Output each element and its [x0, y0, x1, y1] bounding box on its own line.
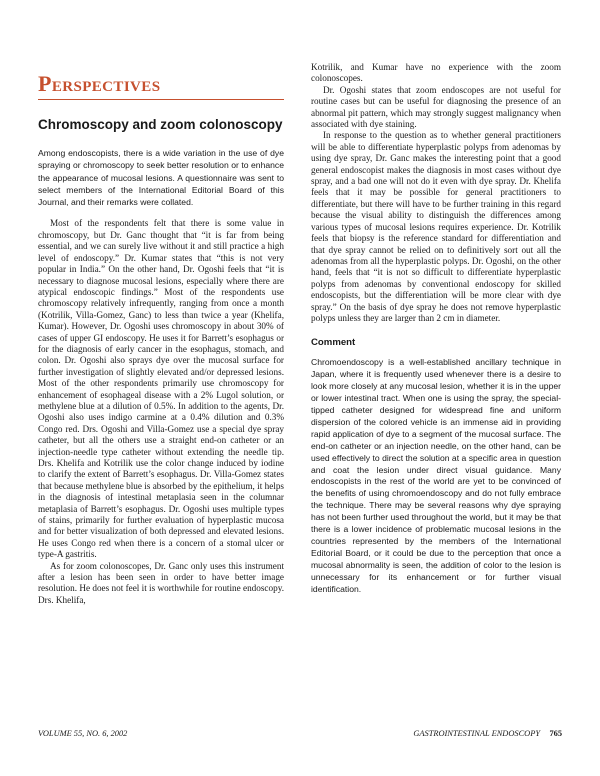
comment-paragraph: Chromoendoscopy is a well-established ancillary technique in Japan, where it is frequently used whenever there is a desire to look more closely at any mucosal lesion, whether it is in the upper or lower intestinal tract. When one is using the spray, the special-tipped catheter designed for widespread fine and uniform dispersion of the colored vehicle is an immense aid in providing rapid application of dye to a segment of the mucosal surface. The end-on catheter or an injection needle, on the other hand, can be used effectively to direct the solution at a specific area in question and coat the lesion under direct visual guidance. Many endoscopists in the rest of the world are yet to be convinced of the benefits of using chromoendoscopy and do not fully embrace the technique. There may be several reasons why dye spraying has not been further used throughout the world, but it may be that there is a lower incidence of problematic mucosal lesions in the countries represented by the members of the International Editorial Board, or it could be due to the perception that once a mucosal abnormality is seen, the addition of color to the lesion is unnecessary for its enhancement or for further visual identification.	[311, 357, 561, 594]
left-column	[38, 72, 284, 606]
body-paragraph: Kotrilik, and Kumar have no experience with the zoom colonoscopes.	[311, 62, 561, 84]
body-paragraph: As for zoom colonoscopes, Dr. Ganc only uses this instrument after a lesion has been seen in order to have better image resolution. He does not feel it is worthwhile for routine endoscopy. Drs. Khelifa,	[38, 560, 284, 605]
body-paragraph: Dr. Ogoshi states that zoom endoscopes are not useful for routine cases but can be useful for diagnosing the presence of an abnormal pit pattern, which may strongly suggest malignancy when associated with dye staining.	[311, 84, 561, 130]
page-number: 765	[549, 729, 562, 738]
footer-volume: VOLUME 55, NO. 6, 2002	[38, 729, 128, 738]
comment-heading: Comment	[311, 337, 356, 349]
body-paragraph: In response to the question as to whether general practitioners will be able to differentiate hyperplastic polyps from adenomas by using dye spray, Dr. Ganc makes the interesting point that a good general endoscopist makes the diagnosis in most cases without dye spray, and a bad one will not do it even with dye spray. Dr. Khelifa feels that it may be possible for general practitioners to differentiate, but there will have to be further training in this regard because the visual ability to distinguish the differences among various types of mucosal lesions requires experience. Dr. Kotrilik feels that biopsy is the reference standard for differentiation and that dye spray cannot be relied on to definitively sort out all the adenomas from all the hyperplastic polyps. Dr. Ogoshi, on the other hand, feels that “it is not so difficult to differentiate hyperplastic polyps from adenomas by conventional endoscopy for skilled endoscopists, but the differentiation will be more clear with dye spray.” On the basis of dye spray he does not remove hyperplastic polyps unless they are larger than 2 cm in diameter.	[311, 130, 561, 323]
right-column	[311, 62, 561, 595]
page-footer	[38, 728, 562, 742]
footer-journal-name: GASTROINTESTINAL ENDOSCOPY	[413, 729, 540, 738]
abstract: Among endoscopists, there is a wide variation in the use of dye spraying or chromoscopy to seek better resolution or to enhance the appearance of mucosal lesions. A questionnaire was sent to select members of the International Editorial Board of this Journal, and their remarks were collated.	[38, 148, 284, 208]
section-header: Perspectives	[38, 72, 284, 100]
article-title: Chromoscopy and zoom colonoscopy	[38, 117, 283, 132]
body-paragraph: Most of the respondents felt that there is some value in chromoscopy, but Dr. Ganc thought that “it is far from being essential, and we can surely live without it and still practice a high level of endoscopy.” Dr. Kumar states that “this is not very popular in India.” On the other hand, Dr. Ogoshi feels that “it is necessary to diagnose mucosal lesions, especially where there are atypical endoscopic findings.” Most of the respondents use chromoscopy relatively infrequently, ranging from once a month (Kotrilik, Villa-Gomez, Ganc) to less than twice a year (Khelifa, Kumar). However, Dr. Ogoshi uses chromoscopy in about 30% of cases of upper GI endoscopy. He uses it for Barrett’s esophagus or for the diagnosis of early cancer in the esophagus, stomach, and colon. Dr. Ogoshi also sprays dye over the mucosal surface for further investigation of slightly elevated and/or depressed lesions. Most of the other respondents primarily use chromoscopy for enhancement of esophageal disease with a 2% Lugol solution, or methylene blue at a dilution of 0.5%. In addition to the agents, Dr. Ogoshi also uses indigo carmine at a 0.4% dilution and 0.3% Congo red. Drs. Ogoshi and Villa-Gomez use a special dye spray catheter, but all the others use a straight end-on catheter or an injection-needle type catheter without extending the needle tip. Drs. Khelifa and Kotrilik use the color change induced by iodine to clarify the extent of Barrett’s esophagus. Dr. Villa-Gomez states that because methylene blue is absorbed by the epithelium, it helps in the diagnosis of intestinal metaplasia seen in the columnar metaplasia of Barrett’s esophagus. Dr. Ogoshi uses multiple types of stains, primarily for further evaluation of hyperplastic mucosa and for better visualization of both depressed and elevated lesions. He uses Congo red when there is a concern of a stomal ulcer or type-A gastritis.	[38, 218, 284, 560]
